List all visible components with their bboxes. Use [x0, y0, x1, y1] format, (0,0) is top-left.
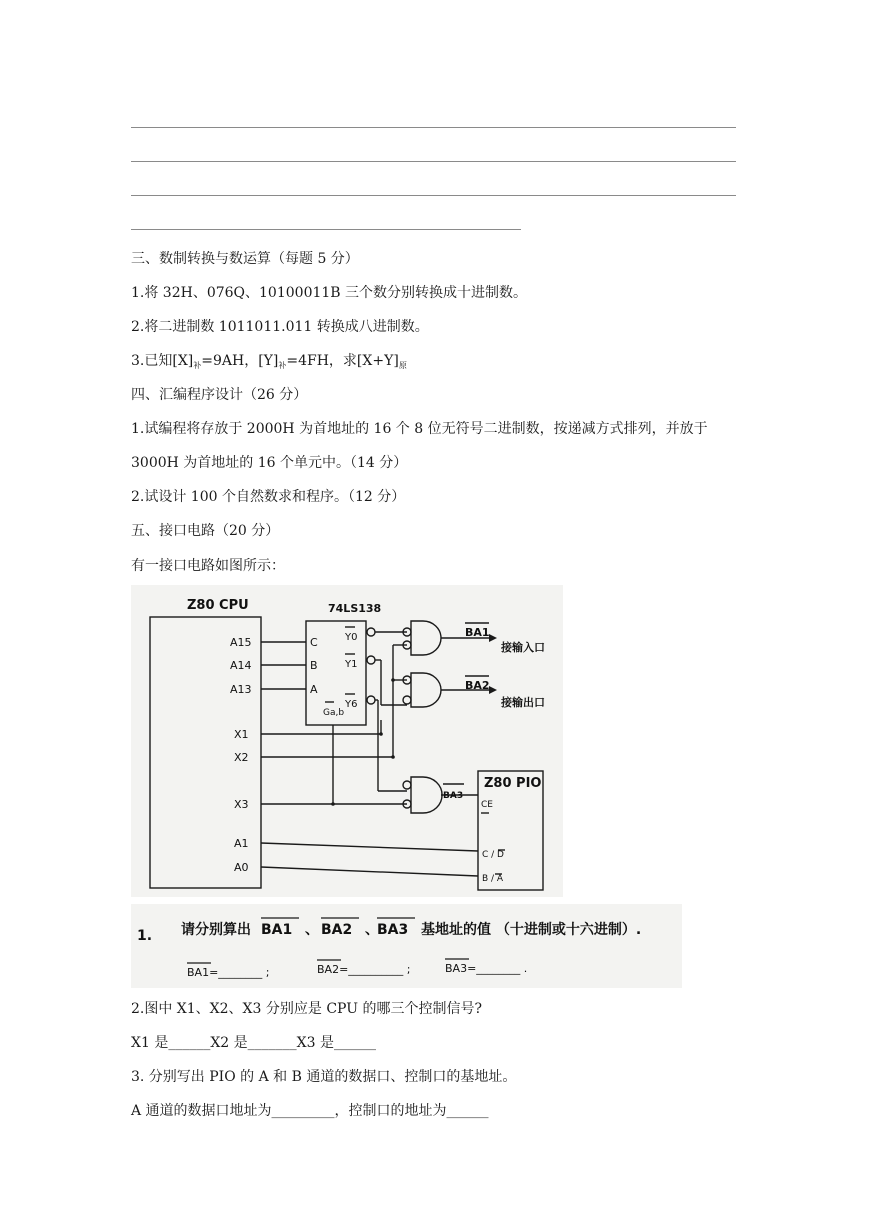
decoder-enable-label: Ga,b: [323, 708, 345, 718]
q3-mid2: =4FH，求[X+Y]: [286, 353, 399, 369]
section5-q3-blanks: A 通道的数据口地址为_________，控制口的地址为______: [131, 1103, 489, 1119]
q3-sub-complement-1: 补: [193, 361, 202, 370]
signal-ba1: BA1: [465, 626, 490, 639]
question1-blank-ba1: BA1=________ ;: [187, 966, 270, 979]
answer-rule-3: [131, 195, 736, 196]
section3-heading: 三、数制转换与数运算（每题 5 分）: [131, 251, 359, 267]
section4-q2: 2.试设计 100 个自然数求和程序。（12 分）: [131, 489, 406, 505]
section3-q1: 1.将 32H、076Q、10100011B 三个数分别转换成十进制数。: [131, 285, 528, 301]
section4-heading: 四、汇编程序设计（26 分）: [131, 387, 308, 403]
cpu-pin-a15: A15: [230, 636, 252, 649]
q3-mid: =9AH，[Y]: [201, 353, 279, 369]
decoder-label: 74LS138: [328, 602, 382, 615]
section3-q3: [131, 351, 407, 376]
q3-prefix: 3.已知[X]: [131, 353, 194, 369]
cpu-pin-a1: A1: [234, 837, 249, 850]
decoder-input-a: A: [310, 683, 318, 696]
decoder-input-b: B: [310, 659, 318, 672]
question1-sep2: 、: [365, 922, 379, 938]
decoder-output-y1: Y1: [345, 659, 358, 670]
output-port-label: 接输出口: [501, 696, 545, 709]
section5-q3: 3. 分别写出 PIO 的 A 和 B 通道的数据口、控制口的基地址。: [131, 1069, 517, 1085]
cpu-label: Z80 CPU: [187, 598, 249, 613]
interface-circuit-figure: [131, 585, 563, 897]
pio-pin-ce: CE: [481, 800, 493, 810]
section5-heading: 五、接口电路（20 分）: [131, 523, 280, 539]
answer-rule-2: [131, 161, 736, 162]
signal-ba3: BA3: [443, 791, 464, 801]
signal-ba2: BA2: [465, 679, 490, 692]
cpu-pin-x2: X2: [234, 751, 249, 764]
question1-text-a: 请分别算出: [181, 922, 251, 938]
pio-pin-ba: B / A: [482, 874, 504, 884]
question1-text-b: 基地址的值 （十进制或十六进制）.: [421, 922, 642, 938]
input-port-label: 接输入口: [501, 641, 545, 654]
question1-blank-ba3: BA3=________ .: [445, 962, 528, 975]
decoder-output-y0: Y0: [345, 632, 358, 643]
cpu-pin-a0: A0: [234, 861, 249, 874]
pio-pin-cd: C / D: [482, 850, 504, 860]
cpu-pin-a14: A14: [230, 659, 252, 672]
question1-strip: [131, 904, 682, 988]
cpu-pin-x1: X1: [234, 728, 249, 741]
section5-q2-blanks: X1 是______X2 是_______X3 是______: [131, 1035, 376, 1051]
question1-blank-ba2: BA2=__________ ;: [317, 963, 411, 976]
decoder-input-c: C: [310, 636, 318, 649]
cpu-pin-x3: X3: [234, 798, 249, 811]
question1-ba1: BA1: [261, 922, 293, 938]
pio-label: Z80 PIO: [484, 776, 542, 791]
answer-rule-1: [131, 127, 736, 128]
question1-ba2: BA2: [321, 922, 353, 938]
q3-sub-original: 原: [398, 361, 407, 370]
section5-q2: 2.图中 X1、X2、X3 分别应是 CPU 的哪三个控制信号?: [131, 1001, 482, 1017]
section3-q2: 2.将二进制数 1011011.011 转换成八进制数。: [131, 319, 429, 335]
section4-q1-line2: 3000H 为首地址的 16 个单元中。（14 分）: [131, 455, 408, 471]
cpu-pin-a13: A13: [230, 683, 252, 696]
question1-ba3: BA3: [377, 922, 409, 938]
answer-rule-4: [131, 229, 521, 230]
question1-sep1: 、: [305, 922, 319, 938]
question1-figure: [131, 904, 682, 988]
decoder-output-y6: Y6: [345, 699, 358, 710]
q3-sub-complement-2: 补: [278, 361, 287, 370]
section5-intro: 有一接口电路如图所示：: [131, 558, 285, 574]
section4-q1-line1: 1.试编程将存放于 2000H 为首地址的 16 个 8 位无符号二进制数，按递减方式排列，并放于: [131, 421, 708, 437]
question1-number: 1.: [137, 928, 153, 944]
circuit-diagram: [131, 585, 563, 897]
